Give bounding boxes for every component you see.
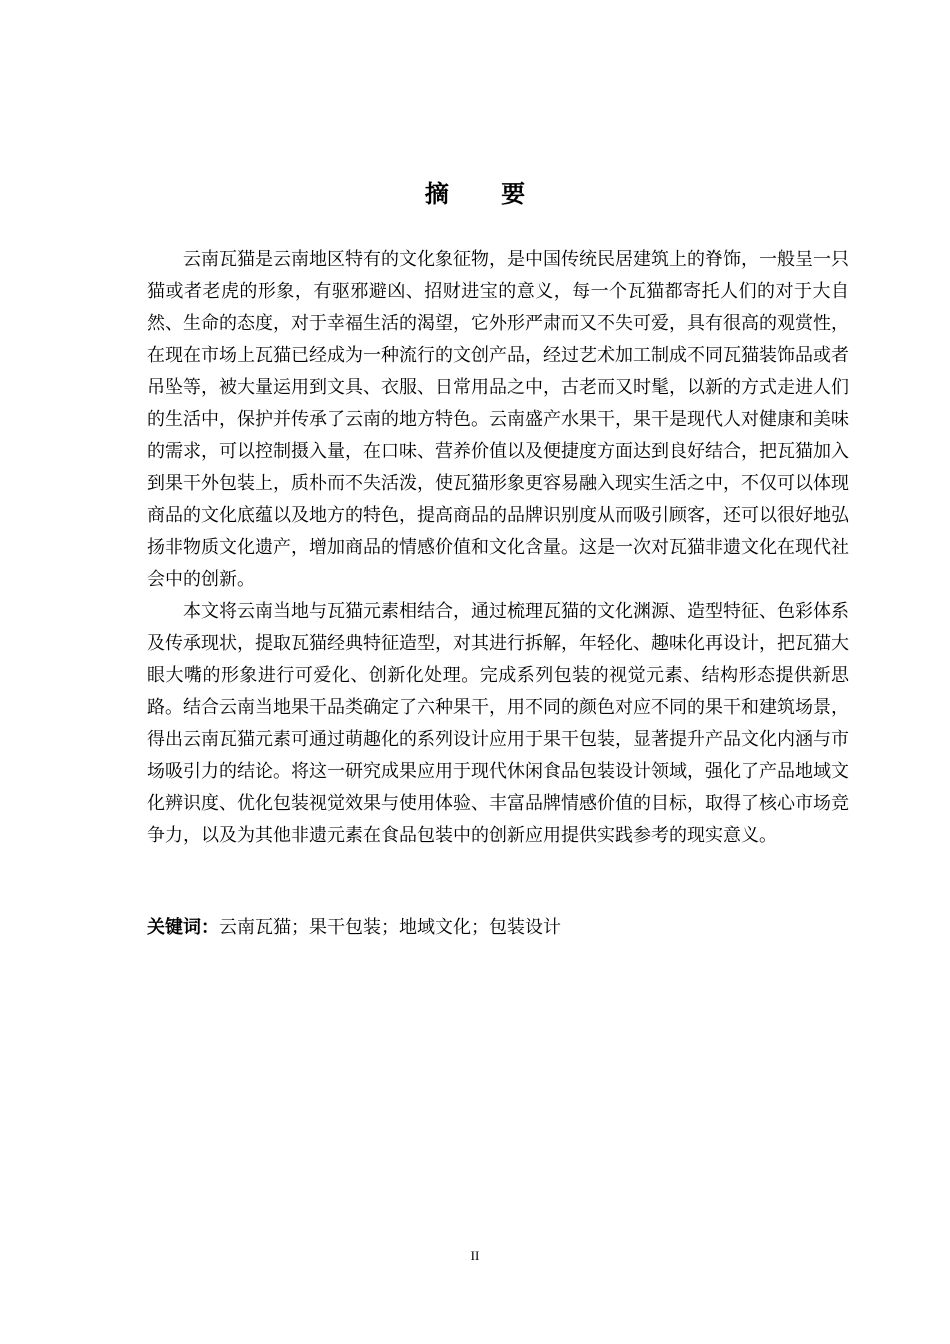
keywords-line	[147, 912, 849, 944]
abstract-paragraph-1: 云南瓦猫是云南地区特有的文化象征物，是中国传统民居建筑上的脊饰，一般呈一只猫或者老虎的形象，有驱邪避凶、招财进宝的意义，每一个瓦猫都寄托人们的对于大自然、生命的态度，对于幸福生活的渴望，它外形严肃而又不失可爱，具有很高的观赏性，在现在市场上瓦猫已经成为一种流行的文创产品，经过艺术加工制成不同瓦猫装饰品或者吊坠等，被大量运用到文具、衣服、日常用品之中，古老而又时髦，以新的方式走进人们的生活中，保护并传承了云南的地方特色。云南盛产水果干，果干是现代人对健康和美味的需求，可以控制摄入量，在口味、营养价值以及便捷度方面达到良好结合，把瓦猫加入到果干外包装上，质朴而不失活泼，使瓦猫形象更容易融入现实生活之中，不仅可以体现商品的文化底蕴以及地方的特色，提高商品的品牌识别度从而吸引顾客，还可以很好地弘扬非物质文化遗产，增加商品的情感价值和文化含量。这是一次对瓦猫非遗文化在现代社会中的创新。	[147, 249, 849, 590]
page-number: II	[470, 1248, 480, 1263]
keywords-label: 关键词：	[147, 917, 219, 938]
abstract-paragraph-2: 本文将云南当地与瓦猫元素相结合，通过梳理瓦猫的文化渊源、造型特征、色彩体系及传承现状，提取瓦猫经典特征造型，对其进行拆解，年轻化、趣味化再设计，把瓦猫大眼大嘴的形象进行可爱化、创新化处理。完成系列包装的视觉元素、结构形态提供新思路。结合云南当地果干品类确定了六种果干，用不同的颜色对应不同的果干和建筑场景，得出云南瓦猫元素可通过萌趣化的系列设计应用于果干包装，显著提升产品文化内涵与市场吸引力的结论。将这一研究成果应用于现代休闲食品包装设计领域，强化了产品地域文化辨识度、优化包装视觉效果与使用体验、丰富品牌情感价值的目标，取得了核心市场竞争力，以及为其他非遗元素在食品包装中的创新应用提供实践参考的现实意义。	[147, 601, 849, 846]
abstract-body	[147, 244, 849, 852]
abstract-title: 摘 要	[424, 180, 548, 208]
keywords-value: 云南瓦猫；果干包装；地域文化；包装设计	[219, 917, 561, 938]
